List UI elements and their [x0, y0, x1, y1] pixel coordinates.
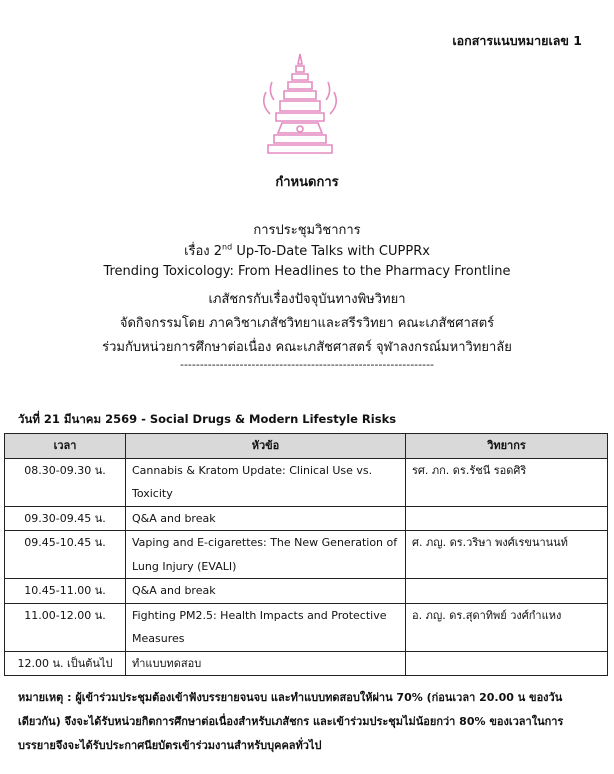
title-line-3: Trending Toxicology: From Headlines to the Pharmacy Frontline	[103, 264, 511, 279]
row-time: 09.45-10.45 น.	[5, 531, 126, 579]
row-topic: Cannabis & Kratom Update: Clinical Use vs. Toxicity	[126, 458, 406, 506]
university-emblem-icon	[258, 52, 342, 162]
row-speaker: รศ. ภก. ดร.รัชนี รอดศิริ	[406, 458, 608, 506]
table-row	[5, 603, 608, 651]
schedule-table	[4, 433, 608, 676]
header-time: เวลา	[5, 434, 126, 459]
row-topic: Vaping and E-cigarettes: The New Generation of Lung Injury (EVALI)	[126, 531, 406, 579]
table-row	[5, 506, 608, 531]
table-row	[5, 531, 608, 579]
row-speaker	[406, 506, 608, 531]
title-prefix: เรื่อง 2	[184, 244, 223, 259]
divider: ----------------------------------------------------------------	[179, 358, 435, 371]
title-line-1: การประชุมวิชาการ	[253, 223, 361, 238]
header-speaker: วิทยากร	[406, 434, 608, 459]
table-row	[5, 458, 608, 506]
table-row	[5, 579, 608, 604]
title-suffix: Up-To-Date Talks with CUPPRx	[232, 244, 430, 259]
header-topic: หัวข้อ	[126, 434, 406, 459]
date-line: วันที่ 21 มีนาคม 2569 - Social Drugs & Modern Lifestyle Risks	[18, 412, 397, 426]
row-topic: ทำแบบทดสอบ	[126, 651, 406, 676]
row-time: 08.30-09.30 น.	[5, 458, 126, 506]
row-time: 09.30-09.45 น.	[5, 506, 126, 531]
row-topic: Fighting PM2.5: Health Impacts and Protective Measures	[126, 603, 406, 651]
title-superscript: nd	[222, 242, 233, 252]
row-time: 11.00-12.00 น.	[5, 603, 126, 651]
schedule-heading: กำหนดการ	[275, 175, 339, 190]
attachment-reference: เอกสารแนบหมายเลข 1	[452, 33, 582, 48]
row-speaker: ศ. ภญ. ดร.วริษา พงศ์เรขนานนท์	[406, 531, 608, 579]
table-header-row	[5, 434, 608, 459]
row-time: 12.00 น. เป็นต้นไป	[5, 651, 126, 676]
title-line-4: เภสัชกรกับเรื่องปัจจุบันทางพิษวิทยา	[208, 292, 406, 307]
row-topic: Q&A and break	[126, 579, 406, 604]
row-time: 10.45-11.00 น.	[5, 579, 126, 604]
title-line-2	[0, 240, 614, 261]
table-row	[5, 651, 608, 676]
row-topic: Q&A and break	[126, 506, 406, 531]
row-speaker	[406, 579, 608, 604]
remark-note: หมายเหตุ : ผู้เข้าร่วมประชุมต้องเข้าฟังบรรยายจนจบ และทำแบบทดสอบให้ผ่าน 70% (ก่อนเวลา 20.00 น ของวันเดียวกัน) จึงจะได้รับหน่วยกิตการศึกษาต่อเนื่องสำหรับเภสัชกร และเข้าร่วมประชุมไม่น้อยกว่า 80% ของเวลาในการบรรยายจึงจะได้รับประกาศนียบัตรเข้าร่วมงานสำหรับบุคคลทั่วไป	[18, 691, 564, 752]
row-speaker	[406, 651, 608, 676]
row-speaker: อ. ภญ. ดร.สุดาทิพย์ วงศ์กำแหง	[406, 603, 608, 651]
organizer-line: จัดกิจกรรมโดย ภาควิชาเภสัชวิทยาและสรีรวิทยา คณะเภสัชศาสตร์	[119, 316, 495, 331]
co-organizer-line: ร่วมกับหน่วยการศึกษาต่อเนื่อง คณะเภสัชศาสตร์ จุฬาลงกรณ์มหาวิทยาลัย	[102, 340, 512, 355]
